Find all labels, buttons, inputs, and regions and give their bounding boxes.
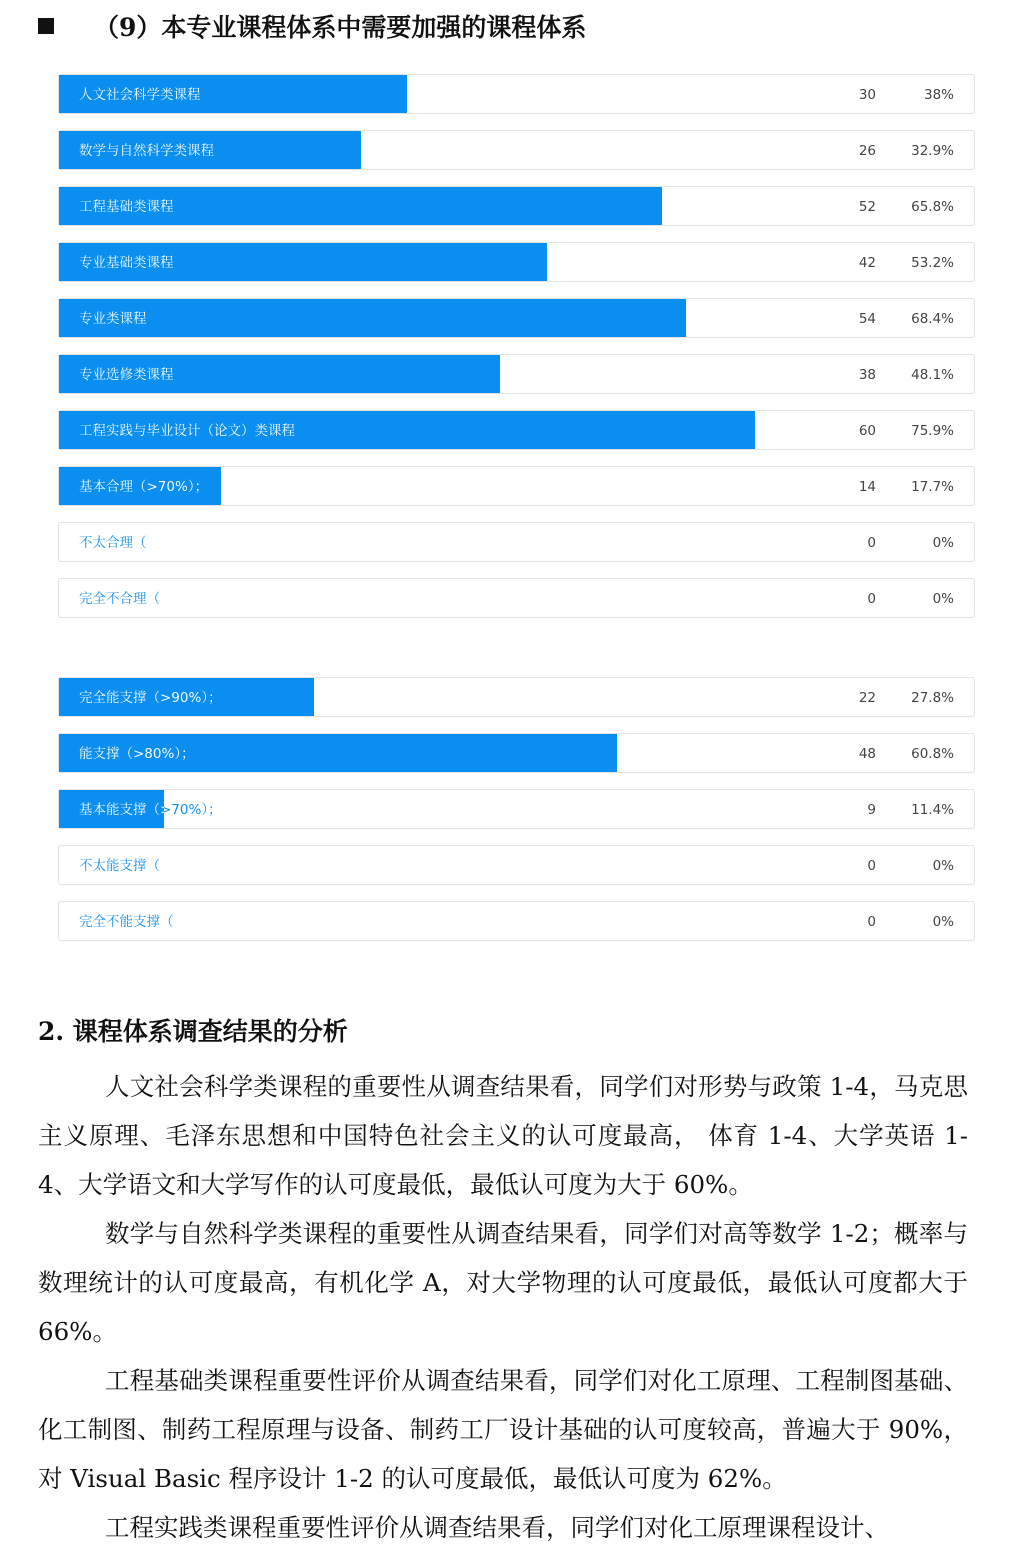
bar-label: 完全不能支撑（: [79, 914, 174, 930]
bar-label: 工程基础类课程: [79, 199, 174, 215]
bar-count: 48: [858, 746, 876, 762]
bar-count: 42: [858, 255, 876, 271]
bar-label: 工程实践与毕业设计（论文）类课程: [79, 423, 295, 439]
bar-percent: 0%: [932, 858, 954, 874]
paragraph-engineering-basics: 工程基础类课程重要性评价从调查结果看，同学们对化工原理、工程制图基础、化工制图、制药工程原理与设备、制药工厂设计基础的认可度较高，普遍大于 90%，对 Visual Basic 程序设计 1-2 的认可度最低，最低认可度为 62%。: [38, 1366, 968, 1493]
bar-count: 30: [858, 87, 876, 103]
bar-row: [58, 74, 975, 114]
bar-percent: 38%: [923, 87, 954, 103]
bar-percent: 75.9%: [911, 423, 954, 439]
bar-label: 基本合理（>70%）；: [79, 479, 209, 495]
bar-row: [58, 677, 975, 717]
bar-percent: 27.8%: [911, 690, 954, 706]
bar-count: 54: [858, 311, 876, 327]
bar-row: [58, 578, 975, 618]
bar-label: 专业类课程: [79, 311, 147, 327]
bar-percent: 60.8%: [911, 746, 954, 762]
bar-label: 不太能支撑（: [79, 858, 160, 874]
bar-count: 0: [867, 914, 876, 930]
bar-row: [58, 845, 975, 885]
bar-label: 基本能支撑（>70%）；: [79, 802, 222, 818]
bar-count: 0: [867, 591, 876, 607]
paragraph-humanities: 人文社会科学类课程的重要性从调查结果看，同学们对形势与政策 1-4，马克思主义原理、毛泽东思想和中国特色社会主义的认可度最高， 体育 1-4、大学英语 1-4、大学语文和大学写作的认可度最低，最低认可度为大于 60%。: [38, 1072, 968, 1199]
bar-count: 60: [858, 423, 876, 439]
bar-label: 专业选修类课程: [79, 367, 174, 383]
bar-row: [58, 410, 975, 450]
bar-row: [58, 354, 975, 394]
bar-percent: 0%: [932, 591, 954, 607]
bar-label: 人文社会科学类课程: [79, 87, 201, 103]
analysis-paragraphs: [38, 1062, 968, 1552]
bar-count: 38: [858, 367, 876, 383]
black-square-icon: [38, 18, 54, 34]
bar-percent: 65.8%: [911, 199, 954, 215]
bar-label: 完全不合理（: [79, 591, 160, 607]
course-strengthen-bar-chart: [58, 74, 975, 634]
bar-percent: 68.4%: [911, 311, 954, 327]
bar-row: [58, 901, 975, 941]
bar-count: 9: [867, 802, 876, 818]
bar-percent: 11.4%: [911, 802, 954, 818]
bar-label: 完全能支撑（>90%）；: [79, 690, 222, 706]
bar-row: [58, 522, 975, 562]
support-level-bar-chart: [58, 677, 975, 957]
bar-count: 26: [858, 143, 876, 159]
bar-count: 52: [858, 199, 876, 215]
bar-percent: 17.7%: [911, 479, 954, 495]
bar-row: [58, 186, 975, 226]
bar-row: [58, 130, 975, 170]
bar-percent: 48.1%: [911, 367, 954, 383]
bar-fill: [59, 299, 686, 337]
bar-label: 能支撑（>80%）；: [79, 746, 195, 762]
bar-count: 0: [867, 858, 876, 874]
bar-percent: 0%: [932, 914, 954, 930]
bar-row: [58, 789, 975, 829]
section-2-title: 2. 课程体系调查结果的分析: [38, 1017, 348, 1046]
bar-percent: 32.9%: [911, 143, 954, 159]
bar-label: 不太合理（: [79, 535, 147, 551]
bar-percent: 53.2%: [911, 255, 954, 271]
paragraph-math-science: 数学与自然科学类课程的重要性从调查结果看，同学们对高等数学 1-2；概率与数理统计的认可度最高，有机化学 A，对大学物理的认可度最低，最低认可度都大于 66%。: [38, 1219, 968, 1346]
bar-row: [58, 298, 975, 338]
heading-text: （9）本专业课程体系中需要加强的课程体系: [94, 13, 587, 42]
bar-label: 专业基础类课程: [79, 255, 174, 271]
bar-label: 数学与自然科学类课程: [79, 143, 214, 159]
bar-percent: 0%: [932, 535, 954, 551]
bar-row: [58, 242, 975, 282]
bar-count: 14: [858, 479, 876, 495]
bar-count: 22: [858, 690, 876, 706]
bar-row: [58, 733, 975, 773]
paragraph-engineering-practice: 工程实践类课程重要性评价从调查结果看，同学们对化工原理课程设计、: [105, 1513, 889, 1542]
section-heading-9: [38, 6, 586, 46]
bar-row: [58, 466, 975, 506]
bar-count: 0: [867, 535, 876, 551]
